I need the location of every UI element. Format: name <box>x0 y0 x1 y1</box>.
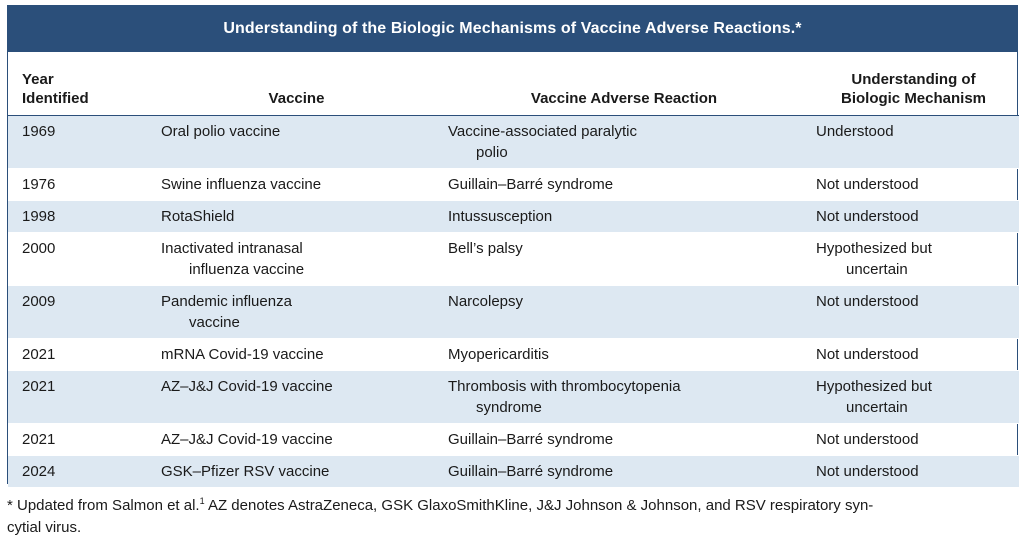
cell-reaction: Guillain–Barré syndrome <box>440 423 808 455</box>
cell-year: 2024 <box>8 455 153 487</box>
vaccine-table <box>8 52 1019 488</box>
table-row <box>8 370 1019 423</box>
cell-mechanism: Not understood <box>808 168 1019 200</box>
cell-mechanism: Understood <box>808 115 1019 168</box>
cell-vaccine: RotaShield <box>153 200 440 232</box>
cell-mechanism: Hypothesized but uncertain <box>808 370 1019 423</box>
table-row <box>8 285 1019 338</box>
table-row <box>8 338 1019 370</box>
table-row <box>8 423 1019 455</box>
cell-year: 2021 <box>8 370 153 423</box>
table-title: Understanding of the Biologic Mechanisms of Vaccine Adverse Reactions.* <box>8 6 1017 52</box>
cell-reaction: Vaccine-associated paralytic polio <box>440 115 808 168</box>
table-row <box>8 232 1019 285</box>
cell-mechanism: Not understood <box>808 423 1019 455</box>
header-reaction: Vaccine Adverse Reaction <box>440 52 808 115</box>
cell-reaction: Narcolepsy <box>440 285 808 338</box>
cell-year: 2000 <box>8 232 153 285</box>
cell-year: 2009 <box>8 285 153 338</box>
footnote-marker: * <box>7 497 13 514</box>
footnote-text-end: cytial virus. <box>7 519 82 536</box>
cell-mechanism: Not understood <box>808 338 1019 370</box>
footnote-text-cont: AZ denotes AstraZeneca, GSK GlaxoSmithKline, J&J Johnson & Johnson, and RSV respiratory syn- <box>204 497 874 514</box>
cell-reaction: Myopericarditis <box>440 338 808 370</box>
cell-year: 2021 <box>8 423 153 455</box>
cell-year: 2021 <box>8 338 153 370</box>
header-row <box>8 52 1019 115</box>
cell-mechanism: Hypothesized but uncertain <box>808 232 1019 285</box>
cell-reaction: Thrombosis with thrombocytopenia syndrome <box>440 370 808 423</box>
cell-vaccine: mRNA Covid-19 vaccine <box>153 338 440 370</box>
footnote-reference: 1 <box>199 496 205 506</box>
cell-mechanism: Not understood <box>808 200 1019 232</box>
cell-vaccine: AZ–J&J Covid-19 vaccine <box>153 423 440 455</box>
cell-mechanism: Not understood <box>808 285 1019 338</box>
header-year: Year Identified <box>8 52 153 115</box>
table-row <box>8 200 1019 232</box>
cell-mechanism: Not understood <box>808 455 1019 487</box>
table-frame <box>7 5 1018 484</box>
cell-vaccine: GSK–Pfizer RSV vaccine <box>153 455 440 487</box>
cell-reaction: Intussusception <box>440 200 808 232</box>
table-row <box>8 455 1019 487</box>
cell-reaction: Guillain–Barré syndrome <box>440 168 808 200</box>
cell-vaccine: Pandemic influenza vaccine <box>153 285 440 338</box>
cell-reaction: Bell’s palsy <box>440 232 808 285</box>
header-mechanism: Understanding of Biologic Mechanism <box>808 52 1019 115</box>
cell-reaction: Guillain–Barré syndrome <box>440 455 808 487</box>
header-vaccine: Vaccine <box>153 52 440 115</box>
footnote <box>7 490 1015 539</box>
cell-year: 1998 <box>8 200 153 232</box>
footnote-text: Updated from Salmon et al. <box>12 497 200 514</box>
cell-year: 1976 <box>8 168 153 200</box>
table-row <box>8 115 1019 168</box>
cell-vaccine: Inactivated intranasal influenza vaccine <box>153 232 440 285</box>
cell-vaccine: Swine influenza vaccine <box>153 168 440 200</box>
cell-vaccine: Oral polio vaccine <box>153 115 440 168</box>
cell-year: 1969 <box>8 115 153 168</box>
cell-vaccine: AZ–J&J Covid-19 vaccine <box>153 370 440 423</box>
table-row <box>8 168 1019 200</box>
